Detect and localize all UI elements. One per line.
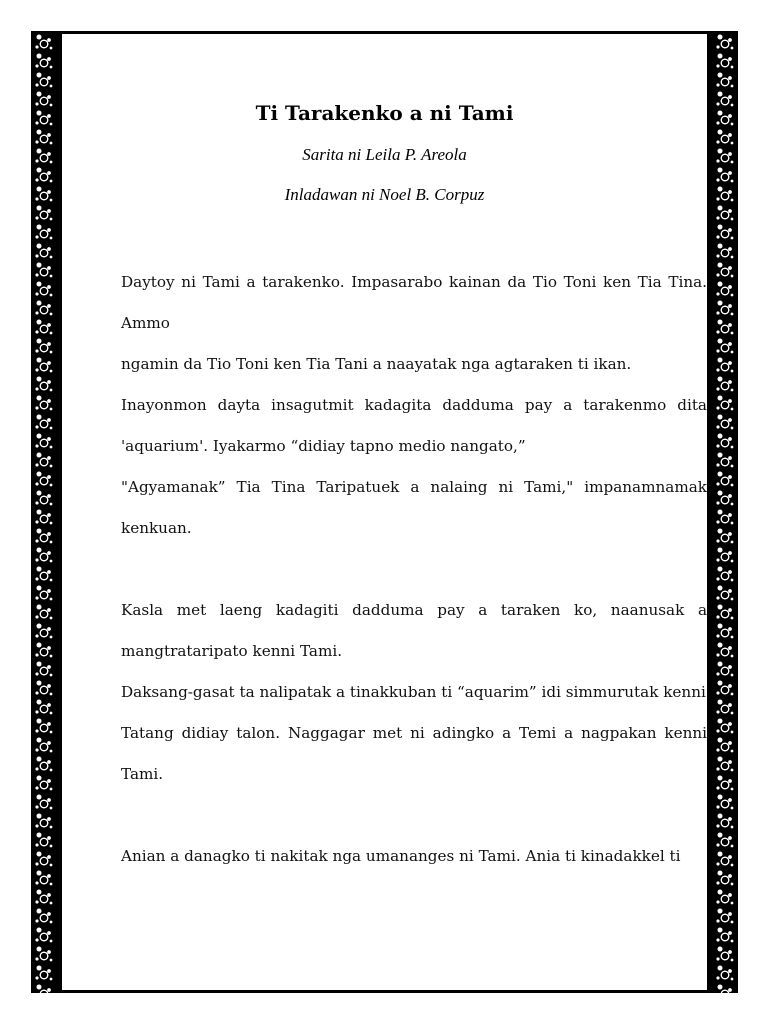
paragraph-2: ngamin da Tio Toni ken Tia Tani a naayatak nga agtaraken ti ikan. (121, 355, 632, 373)
author-credit: Sarita ni Leila P. Areola (302, 145, 467, 164)
paragraph-1: Daytoy ni Tami a tarakenko. Impasarabo kainan da Tio Toni ken Tia Tina. Ammo (121, 273, 707, 332)
paragraph-3: Inayonmon dayta insagutmit kadagita dadduma pay a tarakenmo dita 'aquarium'. Iyakarmo “didiay tapno medio nangato,” (121, 396, 707, 455)
paragraph-6: Daksang-gasat ta nalipatak a tinakkuban ti “aquarim” idi simmurutak kenni (121, 683, 706, 701)
paragraph-7: Tatang didiay talon. Naggagar met ni adingko a Temi a nagpakan kenni Tami. (121, 724, 707, 783)
story-title: Ti Tarakenko a ni Tami (255, 101, 514, 125)
floral-border-right (712, 31, 738, 993)
story-body (121, 262, 707, 877)
paragraph-4: "Agyamanak” Tia Tina Taripatuek a nalaing ni Tami," impanamnamak kenkuan. (121, 478, 707, 537)
paragraph-5: Kasla met laeng kadagiti dadduma pay a taraken ko, naanusak a mangtrataripato kenni Tami. (121, 601, 707, 660)
page-content (62, 34, 707, 990)
paragraph-8: Anian a danagko ti nakitak nga umananges ni Tami. Ania ti kinadakkel ti (121, 847, 681, 865)
illustrator-credit: Inladawan ni Noel B. Corpuz (284, 185, 485, 204)
decorative-border (31, 31, 738, 993)
floral-border-left (31, 31, 57, 993)
